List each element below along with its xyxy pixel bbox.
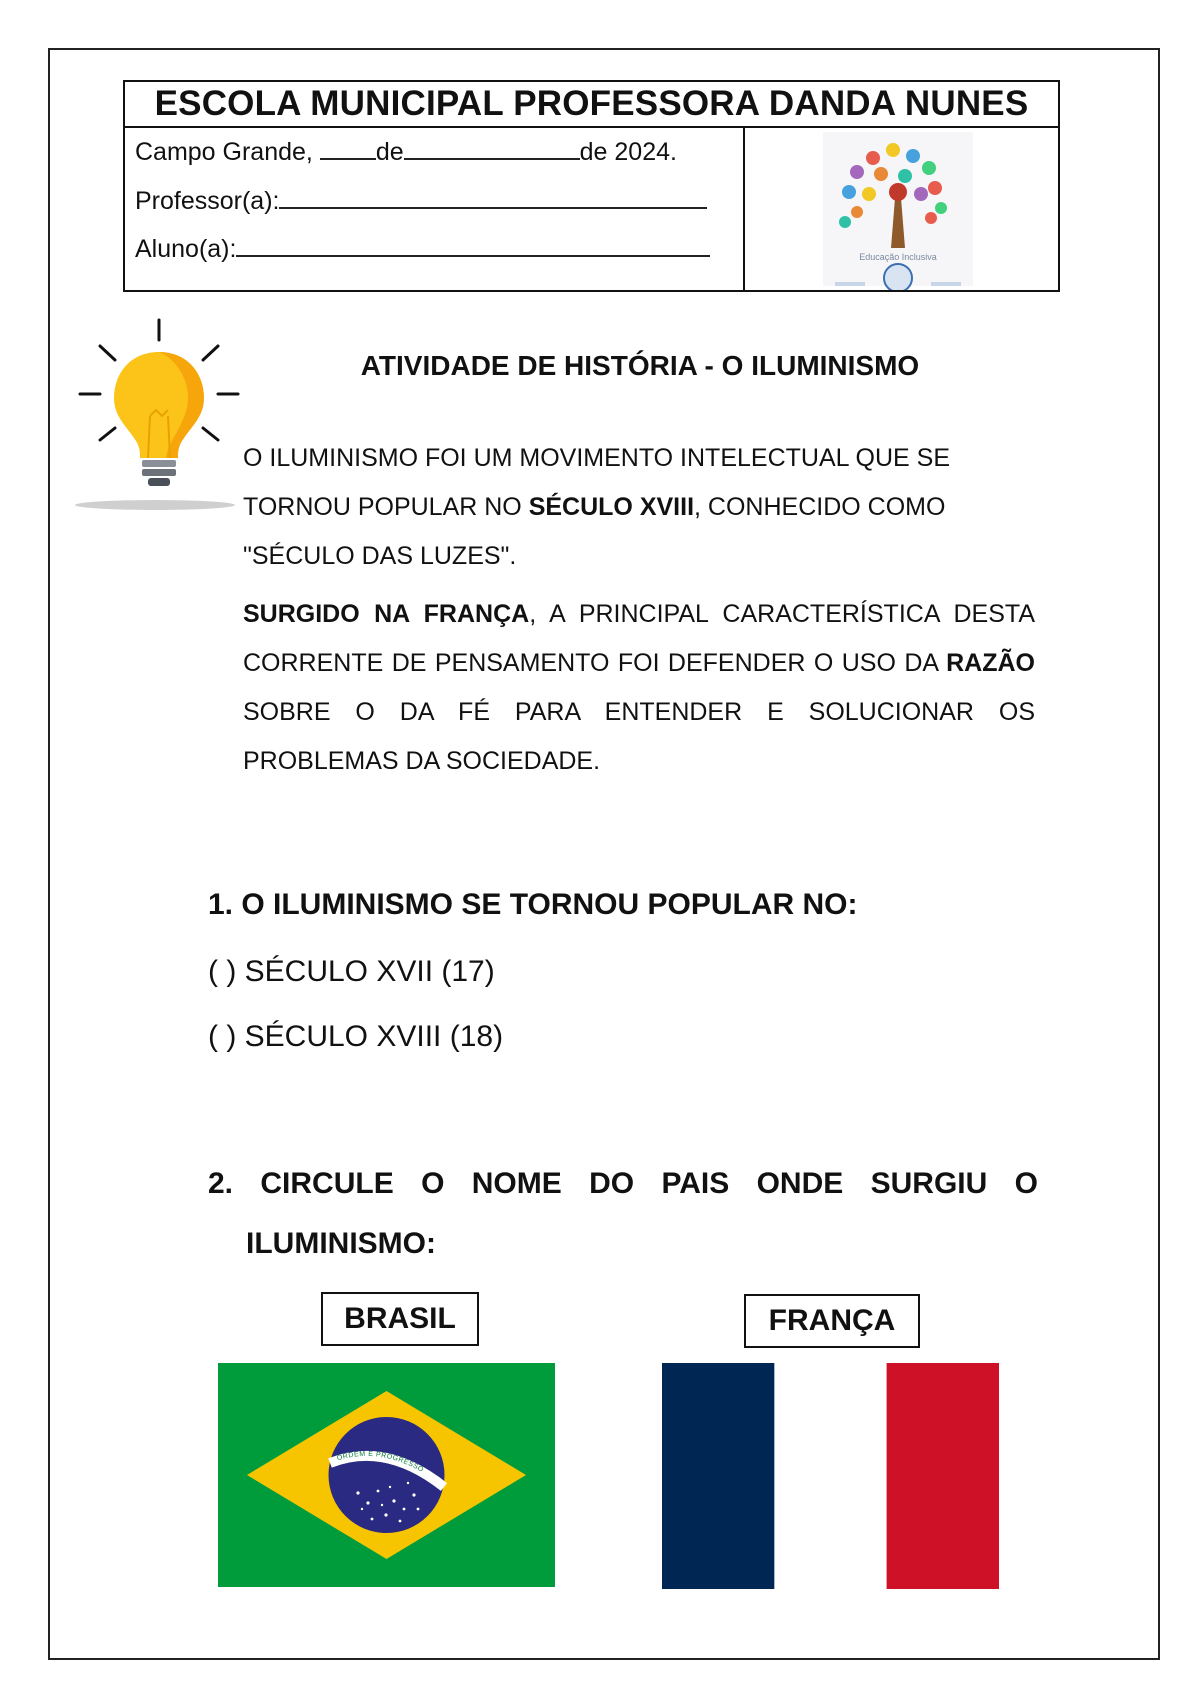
month-blank[interactable] [404,138,580,160]
p2-bold-2: RAZÃO [946,649,1035,677]
p2-bold-1: SURGIDO NA FRANÇA [243,600,530,628]
teacher-line [135,187,707,216]
q2-number: 2. [208,1167,234,1200]
school-name: ESCOLA MUNICIPAL PROFESSORA DANDA NUNES [125,82,1058,128]
q2-word: O [1014,1167,1038,1200]
paragraph-1 [243,434,1035,581]
option-seculo-xvii[interactable]: ( ) SÉCULO XVII (17) [208,955,495,988]
student-label: Aluno(a): [135,235,237,263]
student-blank[interactable] [236,235,710,257]
teacher-label: Professor(a): [135,187,280,215]
light-bulb-icon [70,312,240,522]
teacher-blank[interactable] [279,187,707,209]
paragraph-2 [243,590,1035,786]
q2-word: CIRCULE [260,1167,394,1200]
logo-cell [745,128,1058,290]
activity-title: ATIVIDADE DE HISTÓRIA - O ILUMINISMO [360,350,920,381]
franca-label-box[interactable]: FRANÇA [744,1294,920,1348]
question-1: 1. O ILUMINISMO SE TORNOU POPULAR NO: [208,888,858,921]
question-2 [208,1154,1038,1274]
header-info [125,128,745,290]
date-de-1: de [375,138,404,166]
question-2-line-1 [208,1154,1038,1214]
q2-word: PAIS [661,1167,730,1200]
brazil-flag[interactable] [218,1363,555,1587]
day-blank[interactable] [320,138,376,160]
school-header [123,80,1060,292]
question-2-line-2: ILUMINISMO: [246,1227,436,1260]
date-prefix: Campo Grande, [135,138,313,166]
q2-word: O [421,1167,445,1200]
date-year: de 2024. [579,138,677,166]
q2-word: ONDE [756,1167,844,1200]
option-seculo-xviii[interactable]: ( ) SÉCULO XVIII (18) [208,1020,504,1053]
p1-bold: SÉCULO XVIII [528,493,695,521]
date-line [135,138,677,167]
q2-word: NOME [471,1167,562,1200]
student-line [135,235,710,264]
brazil-flag-motto: ORDEM E PROGRESSO [336,1450,425,1474]
p1-text-b: , CONHECIDO COMO "SÉCULO DAS LUZES". [243,493,946,570]
inclusive-education-logo [745,128,1058,290]
q2-word: SURGIU [870,1167,988,1200]
france-flag[interactable] [662,1363,999,1589]
logo-text: Educação Inclusiva [859,252,937,262]
brasil-label-box[interactable]: BRASIL [321,1292,479,1346]
q2-word: DO [589,1167,635,1200]
p2-text-b: SOBRE O DA FÉ PARA ENTENDER E SOLUCIONAR OS PROBLEMAS DA SOCIEDADE. [243,698,1035,775]
p2-text-a: , A PRINCIPAL CARACTERÍSTICA DESTA CORRENTE DE PENSAMENTO FOI DEFENDER O USO DA [243,600,1035,677]
p1-text-a: O ILUMINISMO FOI UM MOVIMENTO INTELECTUAL QUE SE TORNOU POPULAR NO [243,444,951,521]
